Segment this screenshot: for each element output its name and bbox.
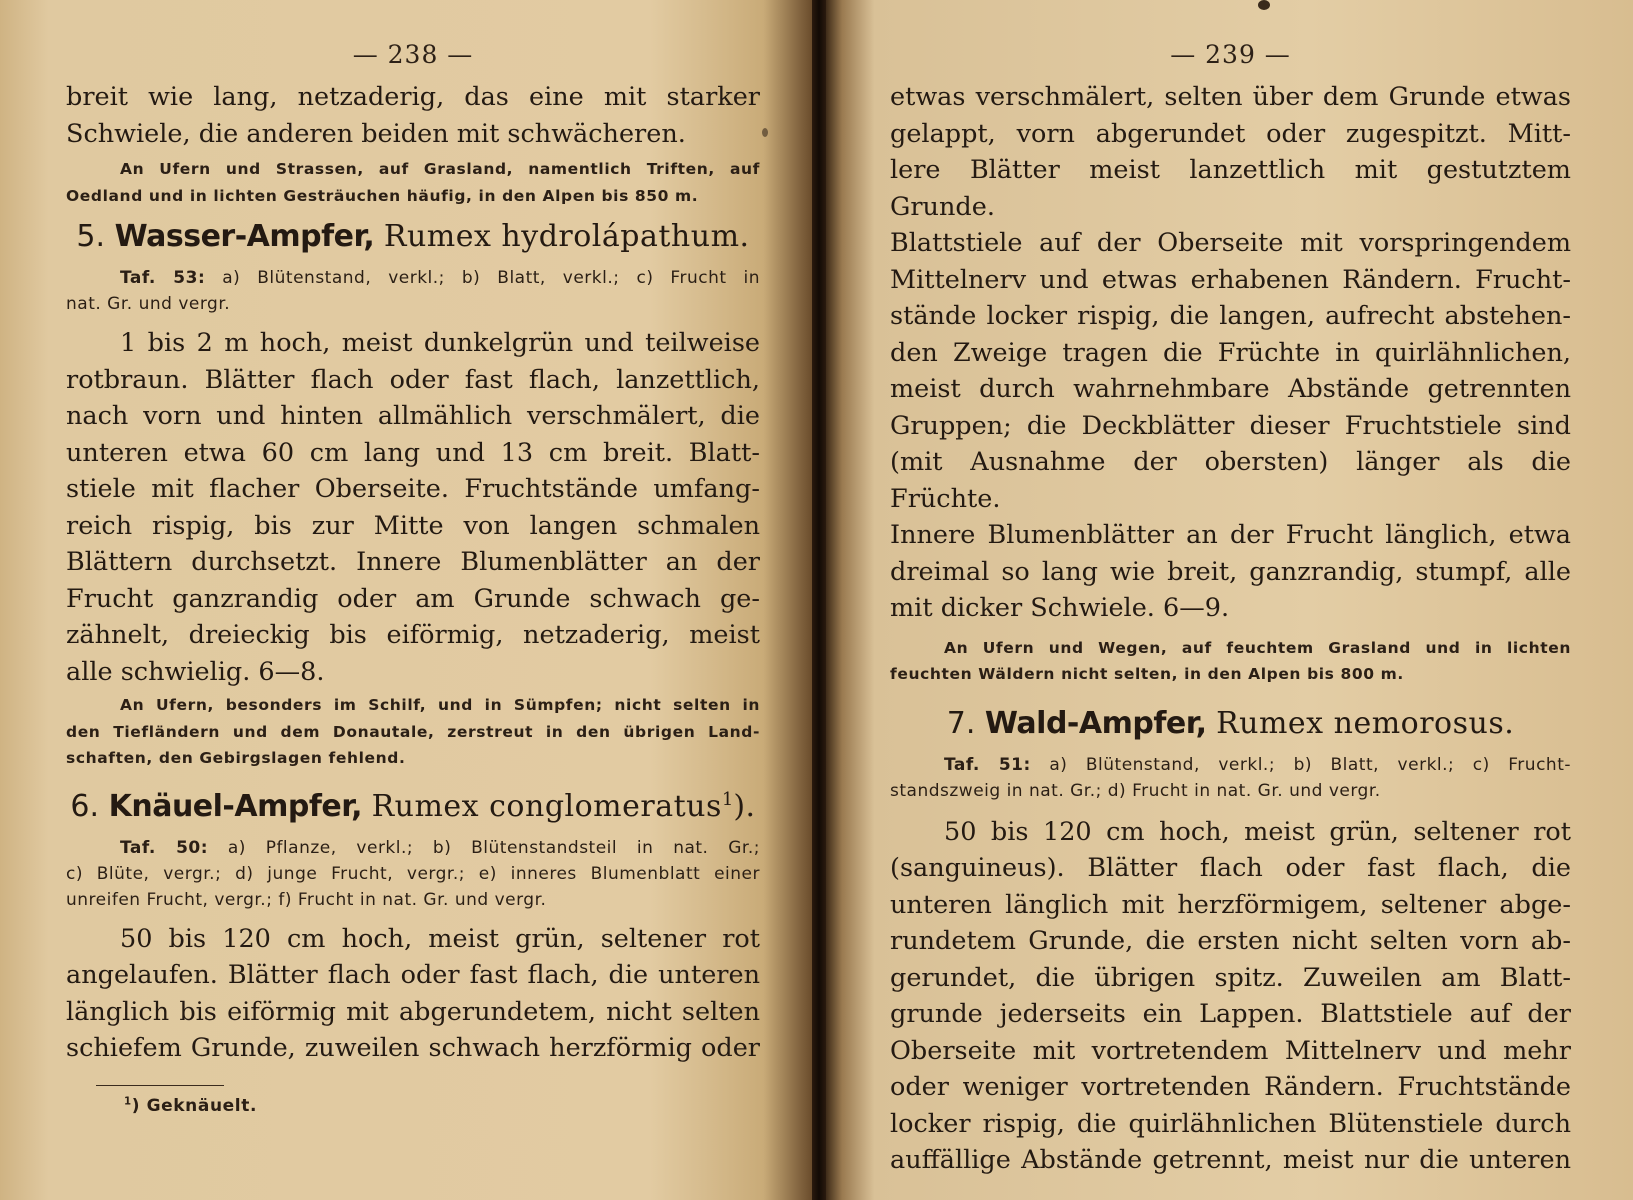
- text-line: etwas verschmälert, selten über dem Grunde etwas: [890, 82, 1571, 112]
- plate-line: [890, 752, 1571, 778]
- right-page: [826, 0, 1633, 1200]
- footnote-marker: 1: [721, 788, 734, 810]
- text-line: alle schwielig. 6—8.: [66, 656, 325, 687]
- note-line: An Ufern und Wegen, auf feuchtem Grasland und in lichten: [944, 638, 1571, 657]
- continued-paragraph: [66, 79, 760, 152]
- plate-label: Taf. 50:: [120, 837, 209, 858]
- species-number: 7.: [946, 705, 976, 741]
- habitat-note: [66, 156, 760, 209]
- text-line: mit dicker Schwiele. 6—9.: [890, 593, 1230, 623]
- description-paragraph: [66, 325, 760, 690]
- text-line: reich rispig, bis zur Mitte von langen schmalen: [66, 510, 760, 541]
- text-line: unteren etwa 60 cm lang und 13 cm breit. Blatt-: [66, 437, 760, 468]
- text-line: zähnelt, dreieckig bis eiförmig, netzaderig, meist: [66, 620, 760, 650]
- footnote-mark: 1: [124, 1095, 132, 1107]
- text-line: dreimal so lang wie breit, ganzrandig, stumpf, alle: [890, 556, 1571, 587]
- note-line: feuchten Wäldern nicht selten, in den Alpen bis 800 m.: [890, 665, 1404, 683]
- text-line: nach vorn und hinten allmählich verschmälert, die: [66, 401, 760, 431]
- text-line: breit wie lang, netzaderig, das eine mit starker: [66, 82, 760, 112]
- text-line: Gruppen; die Deckblätter dieser Fruchtstiele sind: [890, 410, 1571, 441]
- ink-spot: [762, 128, 768, 137]
- plate-line: [66, 265, 760, 291]
- text-line: rotbraun. Blätter flach oder fast flach, lanzettlich,: [66, 364, 760, 395]
- text-line: auffällige Abstände getrennt, meist nur die unteren: [890, 1145, 1571, 1175]
- species-common-name: Wald-Ampfer,: [984, 705, 1207, 741]
- note-line: den Tiefländern und dem Donautale, zerstreut in den übrigen Land-: [66, 722, 760, 741]
- species-number: 5.: [76, 219, 106, 254]
- species-latin-name: Rumex conglomeratus: [371, 788, 722, 824]
- text-line: stände locker rispig, die langen, aufrecht abstehen-: [890, 301, 1571, 331]
- text-line: (sanguineus). Blätter flach oder fast flach, die: [890, 853, 1571, 883]
- text-line: länglich bis eiförmig mit abgerundetem, nicht selten: [66, 996, 760, 1027]
- plate-text: a) Blütenstand, verkl.; b) Blatt, verkl.; c) Frucht in: [222, 268, 760, 288]
- species-common-name: Wasser-Ampfer,: [114, 219, 375, 254]
- text-line: unteren länglich mit herzförmigem, seltener abge-: [890, 889, 1571, 920]
- plate-reference: [66, 265, 760, 317]
- species-latin-name: Rumex hydrolápathum.: [383, 219, 750, 254]
- page-number-left: — 238 —: [352, 40, 474, 69]
- text-line: Mittelnerv und etwas erhabenen Rändern. Frucht-: [890, 264, 1571, 295]
- plate-text: a) Blütenstand, verkl.; b) Blatt, verkl.; c) Frucht-: [1049, 754, 1571, 775]
- species-latin-name: Rumex nemorosus.: [1216, 705, 1515, 741]
- plate-text: a) Pflanze, verkl.; b) Blütenstandsteil in nat. Gr.;: [227, 837, 760, 858]
- note-line: An Ufern und Strassen, auf Grasland, namentlich Triften, auf: [120, 160, 760, 178]
- habitat-note: [890, 635, 1571, 688]
- habitat-note: [66, 692, 760, 772]
- text-line: den Zweige tragen die Früchte in quirlähnlichen,: [890, 337, 1571, 368]
- ink-spot: [1258, 0, 1270, 10]
- text-line: Blattstiele auf der Oberseite mit vorspringendem: [890, 228, 1571, 258]
- note-line: schaften, den Gebirgslagen fehlend.: [66, 749, 406, 767]
- plate-label: Taf. 53:: [120, 268, 206, 288]
- text-line: Blättern durchsetzt. Innere Blumenblätter an der: [66, 547, 760, 577]
- plate-line: [66, 835, 760, 861]
- text-line: grunde jederseits ein Lappen. Blattstiele auf der: [890, 999, 1571, 1029]
- text-line: Frucht ganzrandig oder am Grunde schwach ge-: [66, 583, 760, 614]
- note-line: An Ufern, besonders im Schilf, und in Sümpfen; nicht selten in: [120, 696, 760, 714]
- species-heading-6: [66, 778, 760, 829]
- species-number: 6.: [70, 788, 100, 824]
- text-line: 1 bis 2 m hoch, meist dunkelgrün und teilweise: [120, 328, 760, 358]
- book-gutter: [812, 0, 826, 1200]
- text-line: Schwiele, die anderen beiden mit schwächeren.: [66, 118, 686, 149]
- species-heading-5: [66, 215, 760, 259]
- page-number-right: — 239 —: [1170, 40, 1291, 69]
- text-line: oder weniger vortretenden Rändern. Fruchtstände: [890, 1072, 1571, 1102]
- note-line: Oedland und in lichten Gesträuchen häufig, in den Alpen bis 850 m.: [66, 186, 699, 205]
- text-line: 50 bis 120 cm hoch, meist grün, seltener rot: [120, 923, 760, 954]
- text-line: angelaufen. Blätter flach oder fast flach, die unteren: [66, 960, 760, 990]
- species-heading-7: [890, 702, 1571, 746]
- description-paragraph: [66, 921, 760, 1067]
- plate-line: nat. Gr. und vergr.: [66, 294, 231, 314]
- species-common-name: Knäuel-Ampfer,: [108, 788, 363, 824]
- plate-reference: [66, 835, 760, 913]
- footnote-rule: [96, 1085, 224, 1086]
- footnote: [66, 1096, 760, 1116]
- left-page: [0, 0, 812, 1200]
- plate-reference: [890, 752, 1571, 804]
- text-line: rundetem Grunde, die ersten nicht selten vorn ab-: [890, 926, 1571, 956]
- text-line: stiele mit flacher Oberseite. Fruchtstände umfang-: [66, 474, 760, 504]
- text-line: gelappt, vorn abgerundet oder zugespitzt. Mitt-: [890, 118, 1571, 149]
- text-line: schiefem Grunde, zuweilen schwach herzförmig oder: [66, 1033, 760, 1063]
- text-line: gerundet, die übrigen spitz. Zuweilen am Blatt-: [890, 962, 1571, 993]
- continued-paragraph: [890, 79, 1571, 627]
- description-paragraph: [890, 814, 1571, 1179]
- plate-label: Taf. 51:: [944, 754, 1031, 775]
- text-line: meist durch wahrnehmbare Abstände getrennten: [890, 374, 1571, 404]
- plate-line: c) Blüte, vergr.; d) junge Frucht, vergr.; e) inneres Blumenblatt einer: [66, 863, 760, 884]
- heading-tail: ).: [733, 788, 756, 824]
- text-line: locker rispig, die quirlähnlichen Blütenstiele durch: [890, 1108, 1571, 1139]
- text-line: Oberseite mit vortretendem Mittelnerv und mehr: [890, 1035, 1571, 1066]
- text-line: (mit Ausnahme der obersten) länger als die Früchte.: [890, 447, 1571, 514]
- text-line: lere Blätter meist lanzettlich mit gestutztem Grunde.: [890, 155, 1571, 222]
- plate-line: standszweig in nat. Gr.; d) Frucht in nat. Gr. und vergr.: [890, 780, 1381, 801]
- footnote-text: ) Geknäuelt.: [131, 1095, 257, 1116]
- text-line: 50 bis 120 cm hoch, meist grün, seltener rot: [944, 816, 1571, 847]
- text-line: Innere Blumenblätter an der Frucht länglich, etwa: [890, 520, 1571, 550]
- plate-line: unreifen Frucht, vergr.; f) Frucht in nat. Gr. und vergr.: [66, 889, 547, 910]
